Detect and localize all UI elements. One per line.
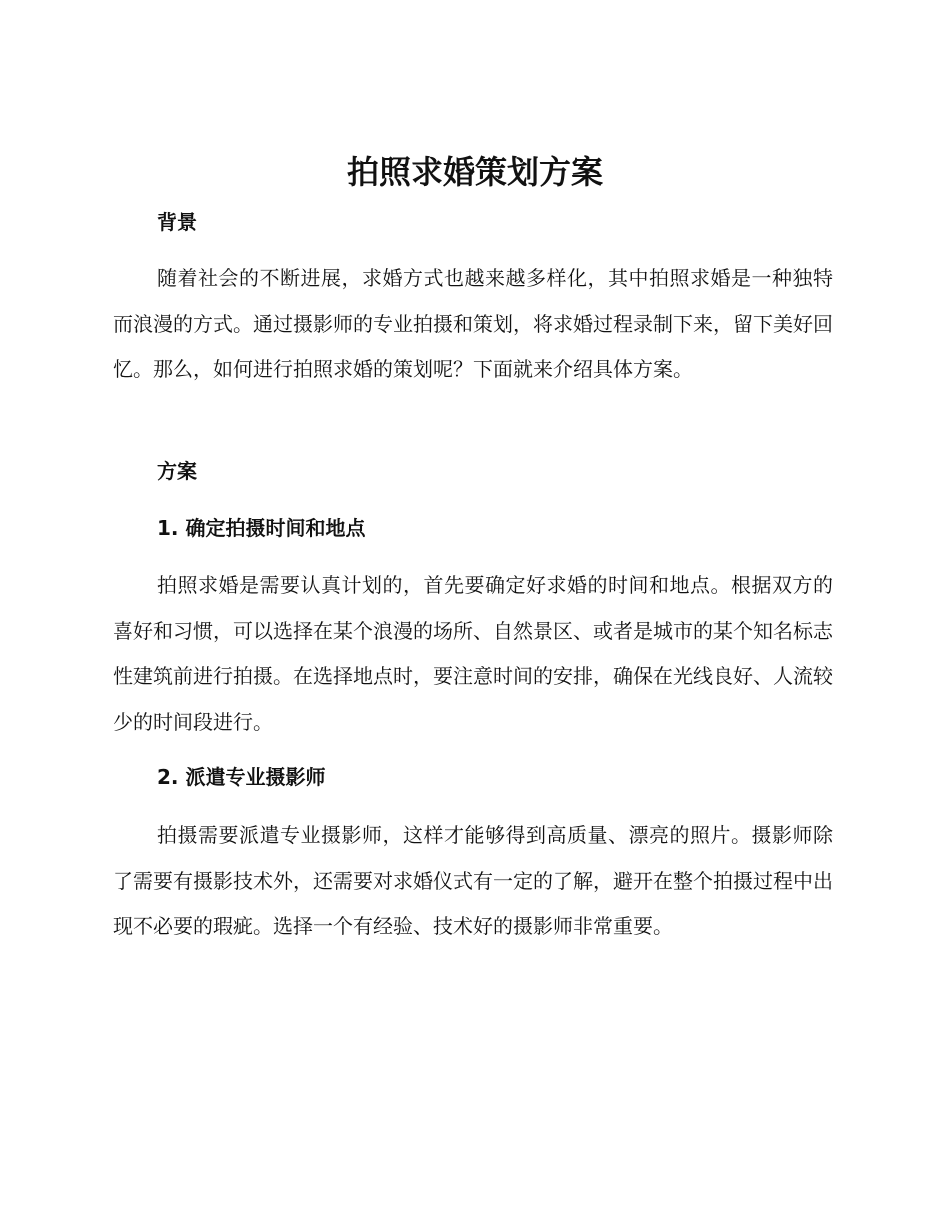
document-title: 拍照求婚策划方案	[346, 153, 603, 191]
paragraph-background: 随着社会的不断进展，求婚方式也越来越多样化，其中拍照求婚是一种独特而浪漫的方式。通过摄影师的专业拍摄和策划，将求婚过程录制下来，留下美好回忆。那么，如何进行拍照求婚的策划呢？下面就来介绍具体方案。	[113, 266, 833, 381]
section-heading-background: 背景	[157, 210, 197, 234]
paragraph-time-location: 拍照求婚是需要认真计划的，首先要确定好求婚的时间和地点。根据双方的喜好和习惯，可以选择在某个浪漫的场所、自然景区、或者是城市的某个知名标志性建筑前进行拍摄。在选择地点时，要注意时间的安排，确保在光线良好、人流较少的时间段进行。	[113, 573, 833, 734]
section-heading-time-location: 1. 确定拍摄时间和地点	[157, 516, 366, 540]
paragraph-photographer: 拍摄需要派遣专业摄影师，这样才能够得到高质量、漂亮的照片。摄影师除了需要有摄影技术外，还需要对求婚仪式有一定的了解，避开在整个拍摄过程中出现不必要的瑕疵。选择一个有经验、技术好的摄影师非常重要。	[113, 823, 833, 938]
section-heading-plan: 方案	[157, 459, 197, 483]
section-heading-photographer: 2. 派遣专业摄影师	[157, 765, 326, 789]
